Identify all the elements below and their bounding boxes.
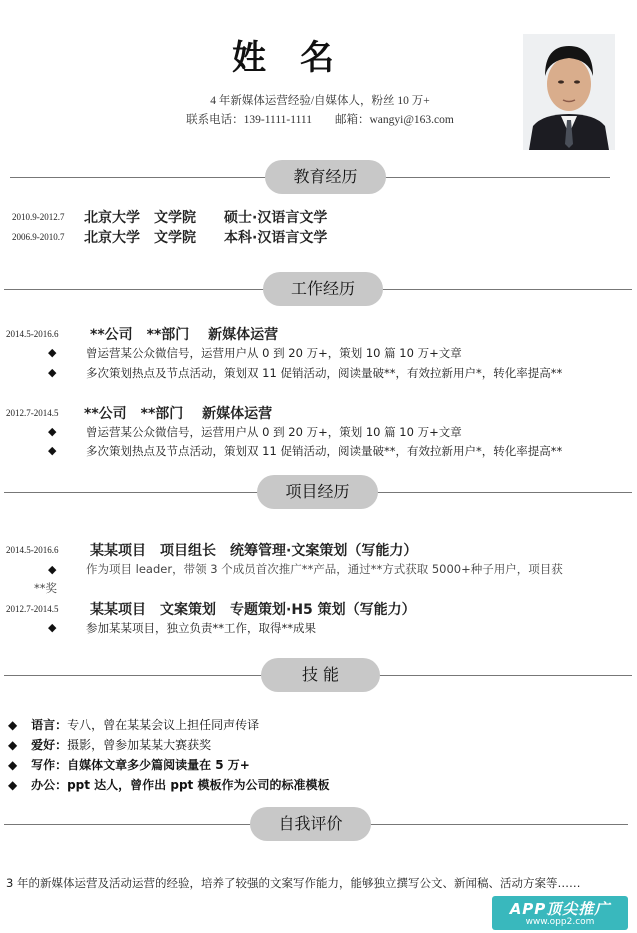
watermark-logo bbox=[492, 896, 628, 930]
bullet-icon: ◆ bbox=[48, 444, 57, 457]
bullet-icon: ◆ bbox=[8, 778, 18, 792]
skill-text: 专八，曾在某某会议上担任同声传译 bbox=[67, 718, 260, 732]
work-bullet: 多次策划热点及节点活动，策划双 11 促销活动，阅读量破**，有效拉新用户*，转化率提高** bbox=[86, 366, 563, 380]
work-date: 2012.7-2014.5 bbox=[6, 408, 59, 418]
work-bullet: 曾运营某公众微信号，运营用户从 0 到 20 万+，策划 10 篇 10 万+文章 bbox=[86, 346, 462, 360]
education-date: 2006.9-2010.7 bbox=[12, 232, 65, 242]
education-entry: 北京大学 文学院 本科·汉语言文学 bbox=[84, 230, 328, 246]
profile-photo bbox=[523, 34, 615, 150]
skill-label: 写作： bbox=[31, 758, 68, 772]
work-title: **公司 **部门 新媒体运营 bbox=[90, 327, 279, 343]
skill-label: 办公： bbox=[31, 778, 68, 792]
section-work: 工作经历 bbox=[263, 272, 383, 306]
bullet-icon: ◆ bbox=[48, 366, 57, 379]
tagline: 4 年新媒体运营经验/自媒体人，粉丝 10 万+ bbox=[210, 95, 430, 107]
self-evaluation: 3 年的新媒体运营及活动运营的经验，培养了较强的文案写作能力，能够独立撰写公文、新闻稿、活动方案等…… bbox=[6, 876, 581, 890]
skill-text: 自媒体文章多少篇阅读量在 5 万+ bbox=[67, 758, 250, 772]
project-title: 某某项目 文案策划 专题策划·H5 策划（写能力） bbox=[90, 602, 416, 618]
project-date: 2014.5-2016.6 bbox=[6, 545, 59, 555]
bullet-icon: ◆ bbox=[48, 346, 57, 359]
project-bullet-wrap: **奖 bbox=[34, 581, 57, 595]
work-bullet: 曾运营某公众微信号，运营用户从 0 到 20 万+，策划 10 篇 10 万+文章 bbox=[86, 425, 462, 439]
resume-name: 姓名 bbox=[232, 38, 368, 78]
education-date: 2010.9-2012.7 bbox=[12, 212, 65, 222]
watermark-url: www.opp2.com bbox=[525, 917, 595, 927]
project-date: 2012.7-2014.5 bbox=[6, 604, 59, 614]
skill-item bbox=[8, 736, 211, 753]
section-education: 教育经历 bbox=[265, 160, 386, 194]
skill-text: ppt 达人，曾作出 ppt 模板作为公司的标准模板 bbox=[67, 778, 330, 792]
bullet-icon: ◆ bbox=[8, 758, 18, 772]
email-value[interactable]: wangyi@163.com bbox=[369, 114, 454, 126]
project-bullet: 作为项目 leader，带领 3 个成员首次推广**产品，通过**方式获取 5000+种子用户，项目获 bbox=[86, 562, 563, 576]
skill-label: 爱好： bbox=[31, 738, 68, 752]
watermark-brand: APP顶尖推广 bbox=[509, 900, 611, 918]
project-bullet: 参加某某项目，独立负责**工作，取得**成果 bbox=[86, 621, 316, 635]
bullet-icon: ◆ bbox=[48, 425, 57, 438]
section-skills: 技 能 bbox=[261, 658, 380, 692]
section-projects: 项目经历 bbox=[257, 475, 378, 509]
work-date: 2014.5-2016.6 bbox=[6, 329, 59, 339]
skill-item bbox=[8, 756, 250, 773]
bullet-icon: ◆ bbox=[8, 738, 18, 752]
skill-text: 摄影，曾参加某某大赛获奖 bbox=[67, 738, 212, 752]
bullet-icon: ◆ bbox=[48, 563, 57, 576]
project-title: 某某项目 项目组长 统筹管理·文案策划（写能力） bbox=[90, 543, 418, 559]
skill-item bbox=[8, 716, 259, 733]
skill-label: 语言： bbox=[31, 718, 68, 732]
bullet-icon: ◆ bbox=[48, 621, 57, 634]
phone-label: 联系电话： bbox=[186, 114, 244, 126]
email-label: 邮箱： bbox=[334, 114, 370, 126]
phone-value: 139-1111-1111 bbox=[243, 114, 312, 126]
section-self: 自我评价 bbox=[250, 807, 371, 841]
skill-item bbox=[8, 776, 329, 793]
bullet-icon: ◆ bbox=[8, 718, 18, 732]
education-entry: 北京大学 文学院 硕士·汉语言文学 bbox=[84, 210, 328, 226]
work-title: **公司 **部门 新媒体运营 bbox=[84, 406, 273, 422]
work-bullet: 多次策划热点及节点活动，策划双 11 促销活动，阅读量破**，有效拉新用户*，转化率提高** bbox=[86, 444, 563, 458]
